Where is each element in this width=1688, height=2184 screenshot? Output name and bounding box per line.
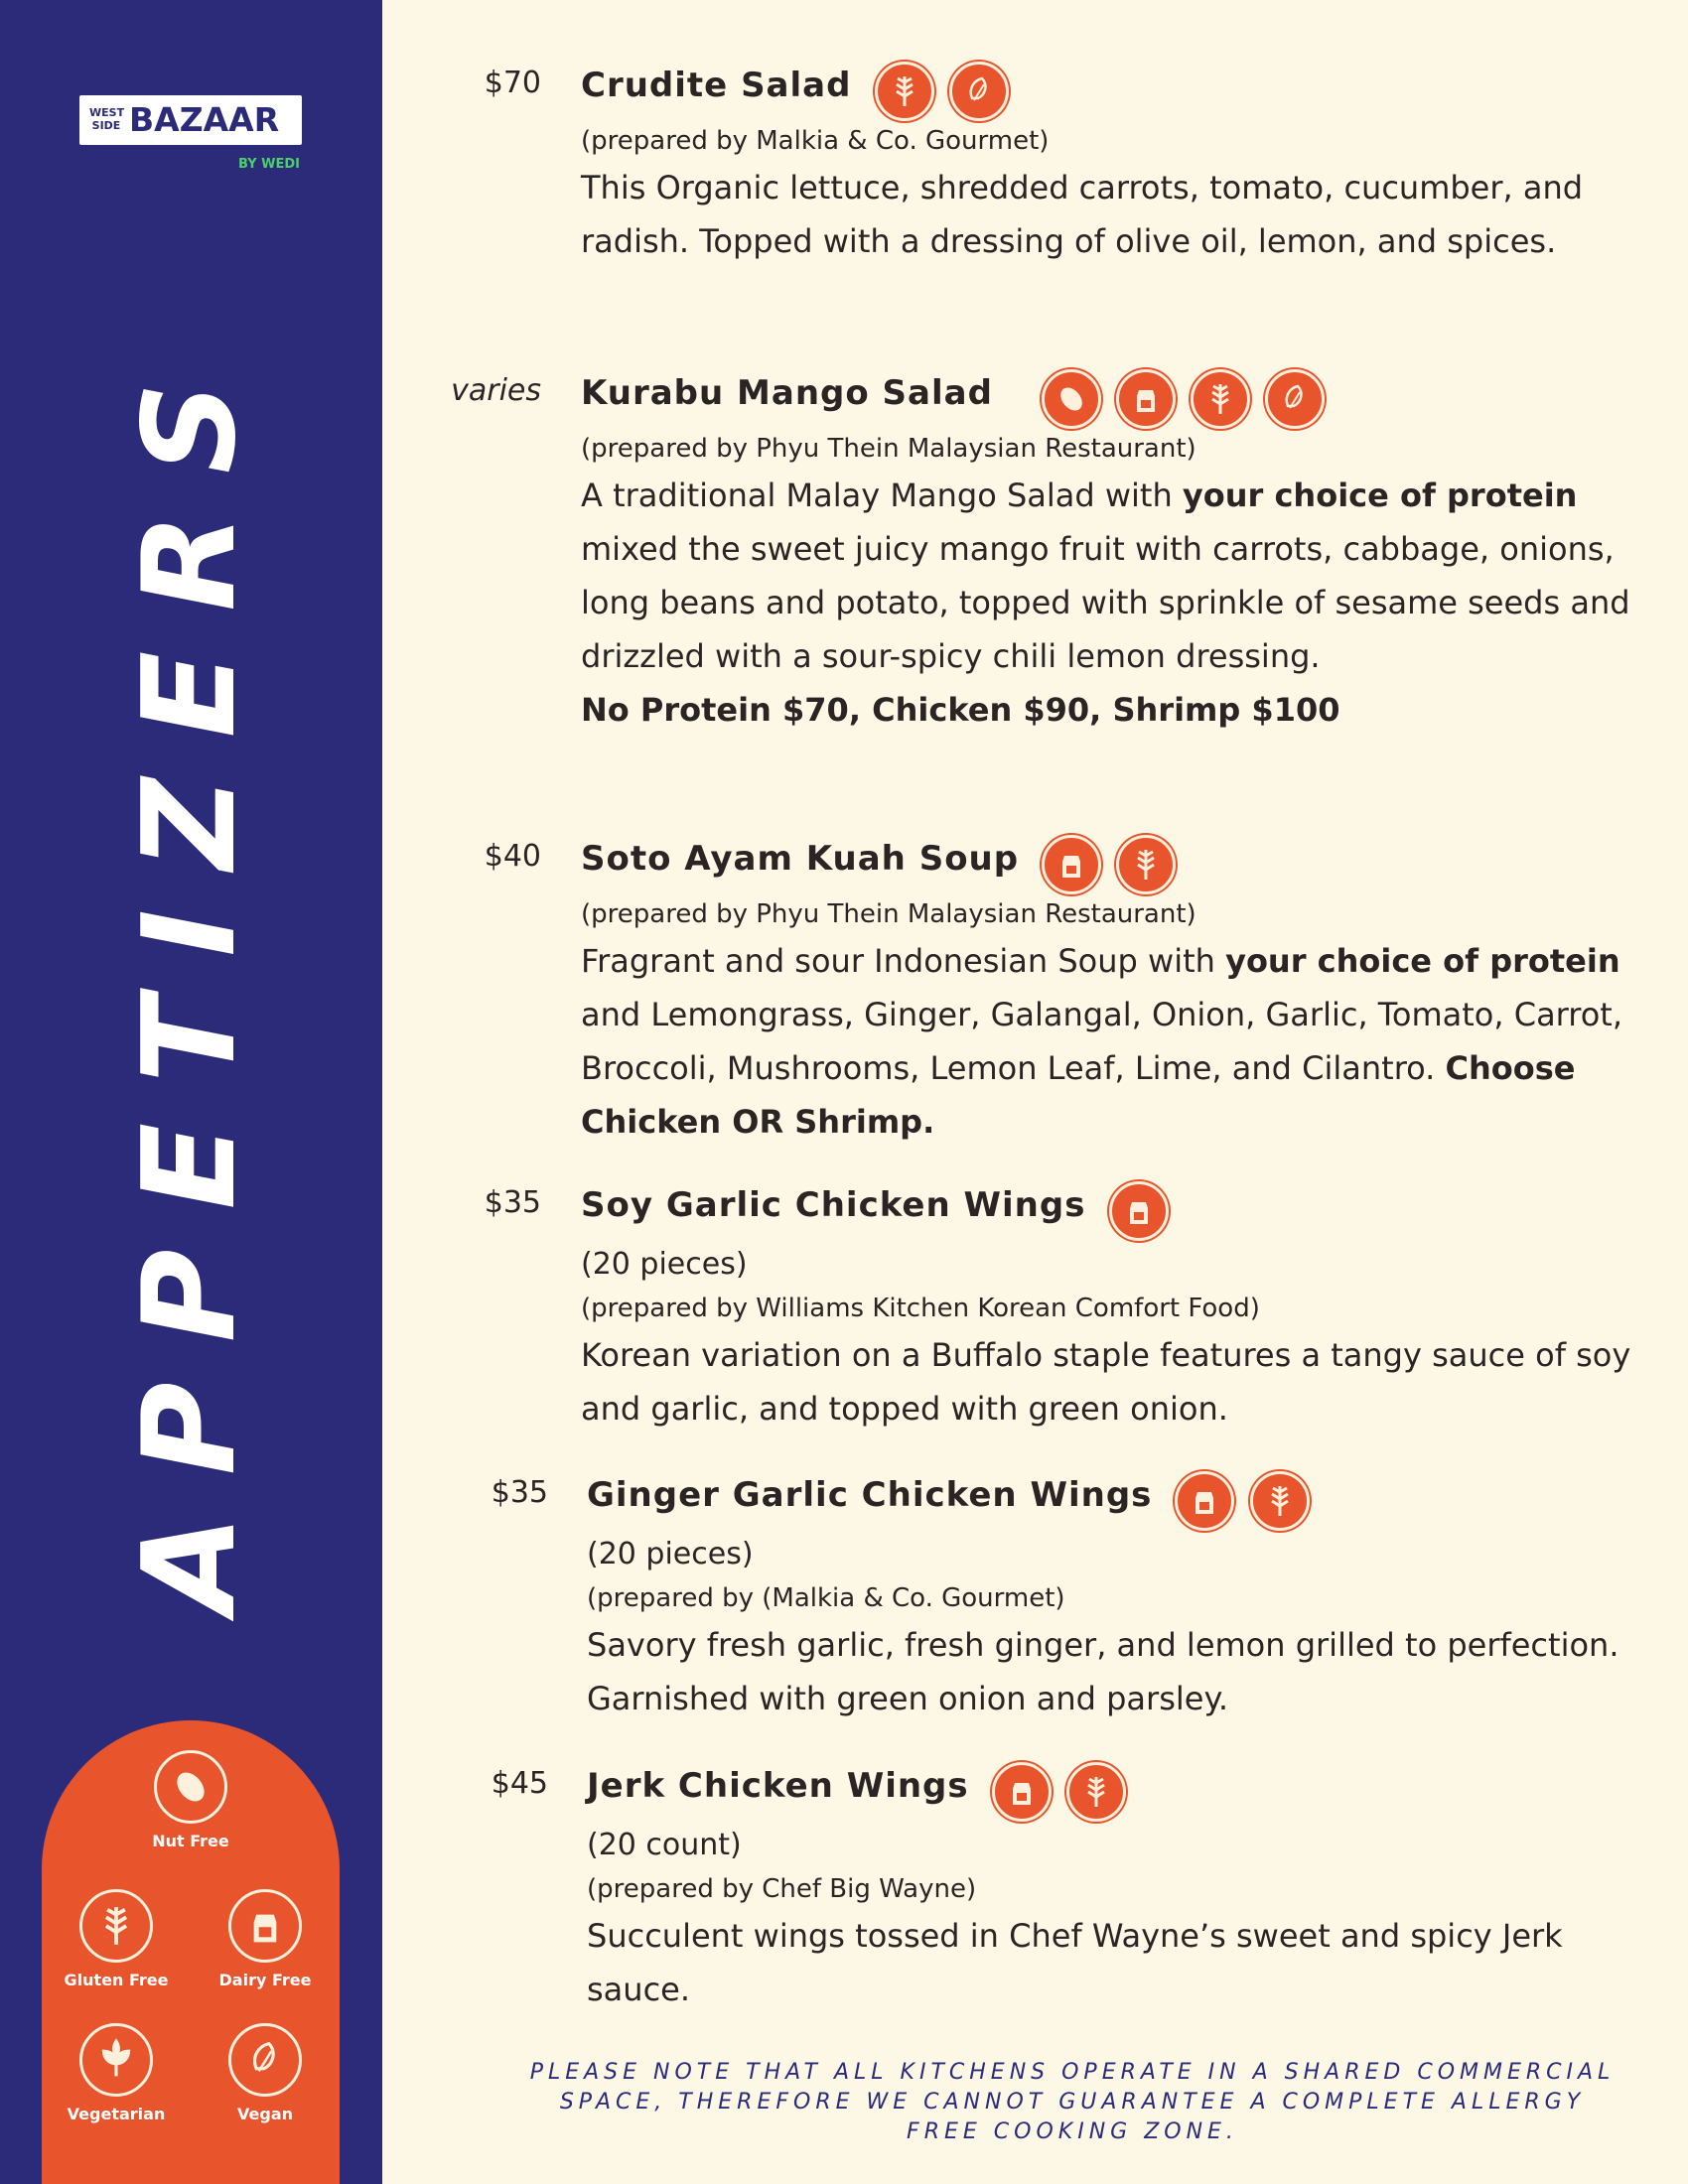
dairy-free-icon xyxy=(228,1889,302,1963)
vegetarian-icon xyxy=(79,2023,153,2097)
allergy-disclaimer: PLEASE NOTE THAT ALL KITCHENS OPERATE IN A SHARED COMMERCIAL SPACE, THEREFORE WE CANNOT GUARANTEE A COMPLETE ALLERGY FREE COOKING ZONE. xyxy=(529,2060,1616,2144)
item-name: Jerk Chicken Wings xyxy=(587,1766,969,1806)
item-body xyxy=(587,1471,1669,1725)
dairy-free-icon xyxy=(1042,835,1101,894)
item-description xyxy=(581,934,1663,1149)
item-badges xyxy=(1042,369,1335,429)
description-text: mixed the sweet juicy mango fruit with carrots, cabbage, onions, long beans and potato, topped with sprinkle of sesame seeds and drizzled with a sour-spicy chili lemon dressing. xyxy=(581,530,1630,675)
logo-byline: BY WEDI xyxy=(238,157,300,172)
item-name: Crudite Salad xyxy=(581,66,852,105)
dairy-free-icon xyxy=(1109,1181,1169,1241)
vegan-icon xyxy=(949,62,1009,121)
legend-dairy-free xyxy=(191,1889,340,1989)
item-badges xyxy=(1042,835,1186,894)
item-description: Korean variation on a Buffalo staple features a tangy sauce of soy and garlic, and topped with green onion. xyxy=(581,1336,1631,1428)
vegan-icon xyxy=(1265,369,1325,429)
legend-label: Dairy Free xyxy=(218,1971,312,1989)
item-portion: (20 pieces) xyxy=(587,1537,754,1571)
gluten-free-icon xyxy=(875,62,934,121)
description-emphasis: Choose Chicken OR Shrimp. xyxy=(581,1049,1576,1141)
section-title: APPETIZERS xyxy=(116,341,264,1614)
gluten-free-icon xyxy=(1250,1471,1310,1531)
item-price: varies xyxy=(451,373,541,408)
legend-label: Nut Free xyxy=(152,1832,229,1850)
item-badges xyxy=(1109,1181,1179,1241)
item-prepared-by: (prepared by Chef Big Wayne) xyxy=(587,1874,977,1904)
logo-name: BAZAAR xyxy=(129,100,280,139)
item-price: $40 xyxy=(484,839,541,874)
item-name: Soto Ayam Kuah Soup xyxy=(581,839,1020,879)
item-name: Soy Garlic Chicken Wings xyxy=(581,1185,1086,1225)
item-badges xyxy=(992,1762,1136,1822)
item-price: $35 xyxy=(484,1185,541,1220)
legend-nut-free xyxy=(116,1750,265,1850)
item-body xyxy=(581,835,1663,1149)
item-description: Savory fresh garlic, fresh ginger, and lemon grilled to perfection. Garnished with green onion and parsley. xyxy=(587,1626,1619,1717)
dietary-legend xyxy=(42,1720,340,2184)
item-body xyxy=(581,62,1663,268)
item-protein-options: No Protein $70, Chicken $90, Shrimp $100 xyxy=(581,691,1340,729)
gluten-free-icon xyxy=(1191,369,1250,429)
item-body xyxy=(587,1762,1669,2016)
dairy-free-icon xyxy=(992,1762,1052,1822)
item-badges xyxy=(1175,1471,1319,1531)
logo-west-side xyxy=(89,106,123,132)
legend-label: Vegan xyxy=(237,2105,293,2123)
item-prepared-by: (prepared by Phyu Thein Malaysian Restaurant) xyxy=(581,899,1196,929)
description-text: and Lemongrass, Ginger, Galangal, Onion, Garlic, Tomato, Carrot, Broccoli, Mushrooms, Lemon Leaf, Lime, and Cilantro. xyxy=(581,996,1623,1087)
dairy-free-icon xyxy=(1116,369,1176,429)
nut-free-icon xyxy=(154,1750,227,1824)
item-description: Succulent wings tossed in Chef Wayne’s sweet and spicy Jerk sauce. xyxy=(587,1917,1563,2008)
item-name: Ginger Garlic Chicken Wings xyxy=(587,1475,1153,1515)
dairy-free-icon xyxy=(1175,1471,1234,1531)
item-price: $70 xyxy=(484,66,541,100)
item-price: $35 xyxy=(491,1475,548,1510)
item-portion: (20 pieces) xyxy=(581,1247,748,1282)
description-text: A traditional Malay Mango Salad with xyxy=(581,477,1183,514)
item-price: $45 xyxy=(491,1766,548,1801)
item-prepared-by: (prepared by Phyu Thein Malaysian Restaurant) xyxy=(581,434,1196,464)
item-portion: (20 count) xyxy=(587,1828,742,1862)
item-description xyxy=(581,469,1663,683)
item-prepared-by: (prepared by Williams Kitchen Korean Comfort Food) xyxy=(581,1294,1260,1323)
item-prepared-by: (prepared by (Malkia & Co. Gourmet) xyxy=(587,1583,1065,1613)
gluten-free-icon xyxy=(79,1889,153,1963)
vegan-icon xyxy=(228,2023,302,2097)
legend-gluten-free xyxy=(42,1889,191,1989)
item-name: Kurabu Mango Salad xyxy=(581,373,993,413)
logo-bottom-line: SIDE xyxy=(91,119,121,132)
item-body xyxy=(581,1181,1663,1435)
sidebar xyxy=(0,0,382,2184)
legend-label: Gluten Free xyxy=(64,1971,169,1989)
item-description: This Organic lettuce, shredded carrots, tomato, cucumber, and radish. Topped with a dressing of olive oil, lemon, and spices. xyxy=(581,169,1584,260)
legend-label: Vegetarian xyxy=(67,2105,166,2123)
gluten-free-icon xyxy=(1066,1762,1126,1822)
logo-top-line: WEST xyxy=(89,106,125,119)
item-body xyxy=(581,369,1663,737)
legend-vegan xyxy=(191,2023,340,2123)
item-badges xyxy=(875,62,1019,121)
gluten-free-icon xyxy=(1116,835,1176,894)
description-emphasis: your choice of protein xyxy=(1182,477,1578,514)
item-prepared-by: (prepared by Malkia & Co. Gourmet) xyxy=(581,126,1050,156)
description-text: Fragrant and sour Indonesian Soup with xyxy=(581,942,1226,980)
description-emphasis: your choice of protein xyxy=(1225,942,1620,980)
nut-free-icon xyxy=(1042,369,1101,429)
legend-vegetarian xyxy=(42,2023,191,2123)
logo xyxy=(79,95,302,145)
